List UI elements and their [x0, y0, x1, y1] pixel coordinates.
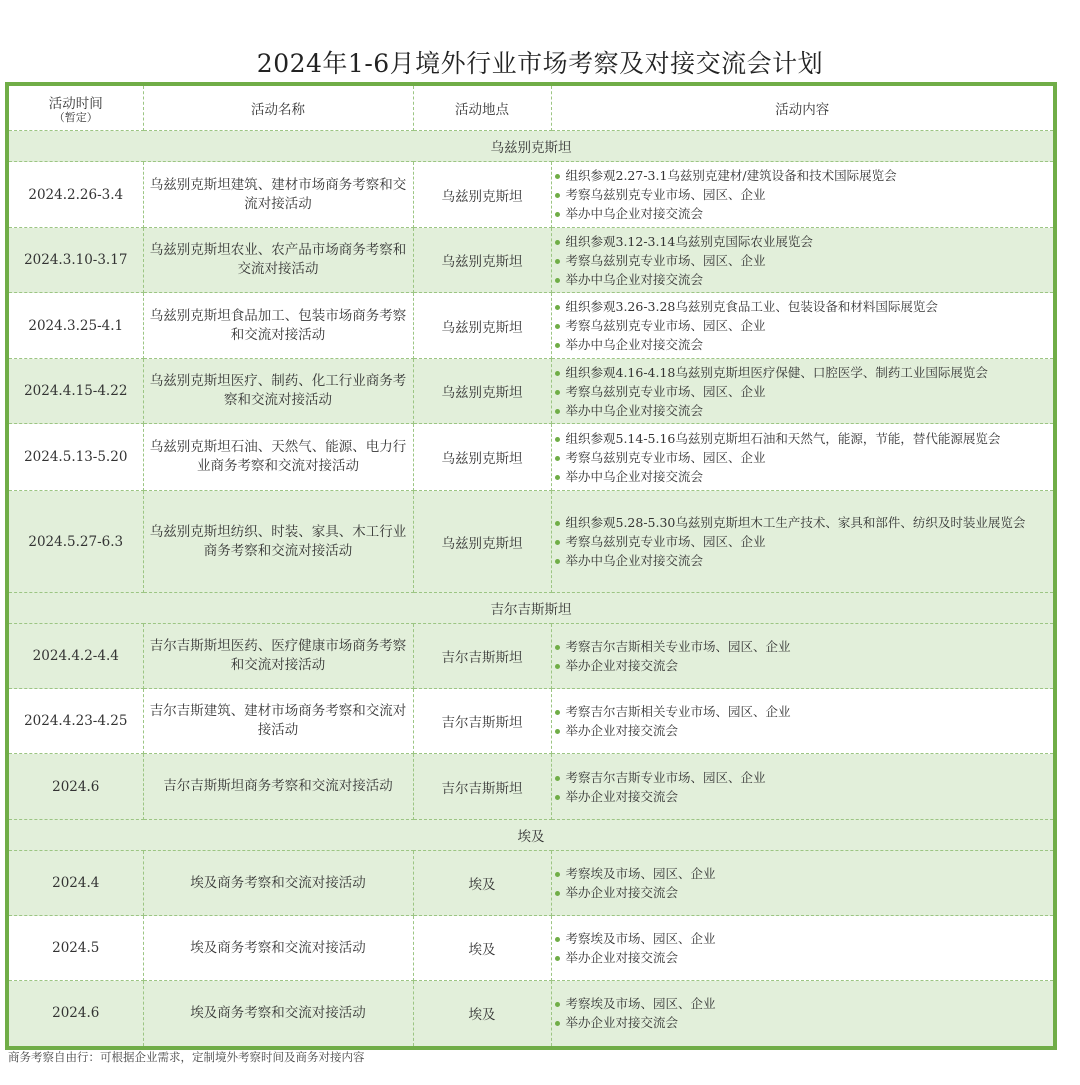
- bullet-icon: [555, 710, 560, 715]
- content-item: [552, 883, 1054, 902]
- bullet-icon: [555, 324, 560, 329]
- content-item: [552, 721, 1054, 740]
- content-text: 举办企业对接交流会: [565, 885, 679, 900]
- content-text: 考察乌兹别克专业市场、园区、企业: [565, 534, 766, 549]
- activity-name: 乌兹别克斯坦石油、天然气、能源、电力行业商务考察和交流对接活动: [143, 424, 413, 491]
- content-item: [552, 166, 1054, 185]
- content-text: 组织参观5.28-5.30乌兹别克斯坦木工生产技术、家具和部件、纺织及时装业展览会: [565, 515, 1026, 530]
- content-item: [552, 702, 1054, 721]
- activity-name: 埃及商务考察和交流对接活动: [143, 851, 413, 916]
- bullet-icon: [555, 278, 560, 283]
- bullet-icon: [555, 456, 560, 461]
- content-text: 举办中乌企业对接交流会: [565, 468, 704, 484]
- bullet-icon: [555, 259, 560, 264]
- table-row: [7, 981, 1055, 1048]
- section-row: [7, 820, 1055, 851]
- activity-content: [551, 916, 1055, 981]
- content-item: [552, 768, 1054, 787]
- bullet-icon: [555, 891, 560, 896]
- activity-name: 埃及商务考察和交流对接活动: [143, 981, 413, 1048]
- activity-place: 乌兹别克斯坦: [413, 228, 551, 293]
- activity-place: 乌兹别克斯坦: [413, 293, 551, 359]
- table-row: [7, 851, 1055, 916]
- table-row: [7, 754, 1055, 820]
- bullet-icon: [555, 521, 560, 526]
- bullet-icon: [555, 437, 560, 442]
- activity-content: [551, 293, 1055, 359]
- bullet-icon: [555, 872, 560, 877]
- activity-time: 2024.3.25-4.1: [7, 293, 143, 359]
- content-item: [552, 335, 1054, 354]
- content-item: [552, 363, 1054, 382]
- content-text: 举办企业对接交流会: [565, 788, 679, 804]
- activity-name: 乌兹别克斯坦食品加工、包装市场商务考察和交流对接活动: [143, 293, 413, 359]
- activity-name: 乌兹别克斯坦纺织、时装、家具、木工行业商务考察和交流对接活动: [143, 491, 413, 593]
- footnote: 商务考察自由行：可根据企业需求，定制境外考察时间及商务对接内容: [8, 1050, 365, 1064]
- activity-name: 吉尔吉斯斯坦商务考察和交流对接活动: [143, 754, 413, 820]
- content-text: 举办企业对接交流会: [565, 1015, 679, 1031]
- bullet-icon: [555, 645, 560, 650]
- bullet-icon: [555, 1002, 560, 1007]
- content-text: 考察乌兹别克专业市场、园区、企业: [565, 318, 766, 333]
- content-text: 举办企业对接交流会: [565, 950, 679, 965]
- content-item: [552, 864, 1054, 883]
- table-row: [7, 491, 1055, 593]
- activity-name: 吉尔吉斯建筑、建材市场商务考察和交流对接活动: [143, 689, 413, 754]
- content-text: 考察乌兹别克专业市场、园区、企业: [565, 252, 766, 268]
- activity-place: 吉尔吉斯斯坦: [413, 754, 551, 820]
- table-row: [7, 293, 1055, 359]
- content-item: [552, 656, 1054, 675]
- header-name: 活动名称: [143, 84, 413, 131]
- table-row: [7, 689, 1055, 754]
- bullet-icon: [555, 240, 560, 245]
- bullet-icon: [555, 729, 560, 734]
- bullet-icon: [555, 540, 560, 545]
- activity-place: 埃及: [413, 981, 551, 1048]
- activity-time: 2024.4.15-4.22: [7, 359, 143, 424]
- activity-name: 乌兹别克斯坦医疗、制药、化工行业商务考察和交流对接活动: [143, 359, 413, 424]
- activity-name: 乌兹别克斯坦建筑、建材市场商务考察和交流对接活动: [143, 162, 413, 228]
- content-item: [552, 297, 1054, 316]
- content-item: [552, 232, 1054, 251]
- bullet-icon: [555, 193, 560, 198]
- header-time: [7, 84, 143, 131]
- section-title: 埃及: [7, 820, 1055, 851]
- content-item: [552, 1013, 1054, 1032]
- activity-place: 埃及: [413, 851, 551, 916]
- bullet-icon: [555, 343, 560, 348]
- content-item: [552, 448, 1054, 467]
- content-item: [552, 637, 1054, 656]
- content-item: [552, 532, 1054, 551]
- section-row: [7, 131, 1055, 162]
- bullet-icon: [555, 475, 560, 480]
- content-text: 组织参观3.12-3.14乌兹别克国际农业展览会: [565, 233, 813, 249]
- activity-content: [551, 359, 1055, 424]
- table-row: [7, 424, 1055, 491]
- activity-place: 乌兹别克斯坦: [413, 359, 551, 424]
- activity-place: 吉尔吉斯斯坦: [413, 624, 551, 689]
- activity-place: 埃及: [413, 916, 551, 981]
- bullet-icon: [555, 559, 560, 564]
- content-text: 组织参观4.16-4.18乌兹别克斯坦医疗保健、口腔医学、制药工业国际展览会: [565, 364, 988, 380]
- header-content: 活动内容: [551, 84, 1055, 131]
- bullet-icon: [555, 795, 560, 800]
- content-text: 考察埃及市场、园区、企业: [565, 931, 716, 946]
- bullet-icon: [555, 174, 560, 179]
- content-text: 组织参观5.14-5.16乌兹别克斯坦石油和天然气，能源，节能，替代能源展览会: [565, 430, 1001, 446]
- content-item: [552, 994, 1054, 1013]
- activity-name: 吉尔吉斯斯坦医药、医疗健康市场商务考察和交流对接活动: [143, 624, 413, 689]
- activity-name: 乌兹别克斯坦农业、农产品市场商务考察和交流对接活动: [143, 228, 413, 293]
- content-text: 考察乌兹别克专业市场、园区、企业: [565, 187, 766, 202]
- content-text: 考察乌兹别克专业市场、园区、企业: [565, 383, 766, 399]
- activity-time: 2024.3.10-3.17: [7, 228, 143, 293]
- schedule-table: [5, 82, 1057, 1050]
- section-title: 吉尔吉斯斯坦: [7, 593, 1055, 624]
- bullet-icon: [555, 937, 560, 942]
- activity-time: 2024.4.2-4.4: [7, 624, 143, 689]
- bullet-icon: [555, 390, 560, 395]
- table-header: [7, 84, 1055, 131]
- content-text: 考察乌兹别克专业市场、园区、企业: [565, 449, 766, 465]
- bullet-icon: [555, 664, 560, 669]
- table-row: [7, 359, 1055, 424]
- content-text: 考察埃及市场、园区、企业: [565, 866, 716, 881]
- activity-time: 2024.2.26-3.4: [7, 162, 143, 228]
- content-item: [552, 467, 1054, 486]
- content-item: [552, 270, 1054, 289]
- content-item: [552, 204, 1054, 223]
- activity-time: 2024.5: [7, 916, 143, 981]
- header-time-note: （暂定）: [53, 111, 98, 124]
- page-title: 2024年1-6月境外行业市场考察及对接交流会计划: [256, 49, 824, 78]
- bullet-icon: [555, 1021, 560, 1026]
- section-row: [7, 593, 1055, 624]
- content-item: [552, 401, 1054, 420]
- table-row: [7, 916, 1055, 981]
- bullet-icon: [555, 212, 560, 217]
- activity-content: [551, 754, 1055, 820]
- bullet-icon: [555, 371, 560, 376]
- table-row: [7, 624, 1055, 689]
- bullet-icon: [555, 776, 560, 781]
- content-text: 考察吉尔吉斯相关专业市场、园区、企业: [565, 639, 791, 654]
- table-row: [7, 162, 1055, 228]
- activity-time: 2024.4.23-4.25: [7, 689, 143, 754]
- content-item: [552, 316, 1054, 335]
- content-item: [552, 948, 1054, 967]
- bullet-icon: [555, 409, 560, 414]
- activity-time: 2024.6: [7, 981, 143, 1048]
- activity-content: [551, 624, 1055, 689]
- content-text: 举办中乌企业对接交流会: [565, 402, 704, 418]
- content-text: 举办中乌企业对接交流会: [565, 271, 704, 287]
- activity-content: [551, 424, 1055, 491]
- section-title: 乌兹别克斯坦: [7, 131, 1055, 162]
- activity-content: [551, 162, 1055, 228]
- activity-place: 乌兹别克斯坦: [413, 162, 551, 228]
- content-item: [552, 185, 1054, 204]
- header-place: 活动地点: [413, 84, 551, 131]
- activity-place: 吉尔吉斯斯坦: [413, 689, 551, 754]
- activity-time: 2024.4: [7, 851, 143, 916]
- activity-content: [551, 491, 1055, 593]
- activity-content: [551, 228, 1055, 293]
- activity-place: 乌兹别克斯坦: [413, 424, 551, 491]
- content-text: 考察吉尔吉斯相关专业市场、园区、企业: [565, 704, 791, 719]
- bullet-icon: [555, 305, 560, 310]
- activity-name: 埃及商务考察和交流对接活动: [143, 916, 413, 981]
- content-text: 考察埃及市场、园区、企业: [565, 996, 716, 1012]
- content-text: 举办中乌企业对接交流会: [565, 553, 704, 568]
- table-row: [7, 228, 1055, 293]
- content-text: 组织参观3.26-3.28乌兹别克食品工业、包装设备和材料国际展览会: [565, 299, 938, 314]
- content-text: 举办中乌企业对接交流会: [565, 206, 704, 221]
- activity-time: 2024.5.27-6.3: [7, 491, 143, 593]
- activity-content: [551, 981, 1055, 1048]
- content-text: 举办企业对接交流会: [565, 723, 679, 738]
- content-item: [552, 429, 1054, 448]
- activity-place: 乌兹别克斯坦: [413, 491, 551, 593]
- activity-content: [551, 851, 1055, 916]
- content-text: 考察吉尔吉斯专业市场、园区、企业: [565, 769, 766, 785]
- content-text: 举办企业对接交流会: [565, 658, 679, 673]
- content-item: [552, 513, 1054, 532]
- activity-content: [551, 689, 1055, 754]
- content-item: [552, 382, 1054, 401]
- content-item: [552, 929, 1054, 948]
- activity-time: 2024.5.13-5.20: [7, 424, 143, 491]
- activity-time: 2024.6: [7, 754, 143, 820]
- content-text: 组织参观2.27-3.1乌兹别克建材/建筑设备和技术国际展览会: [565, 168, 897, 183]
- content-item: [552, 251, 1054, 270]
- content-text: 举办中乌企业对接交流会: [565, 337, 704, 352]
- header-time-label: 活动时间: [48, 96, 103, 112]
- content-item: [552, 551, 1054, 570]
- content-item: [552, 787, 1054, 806]
- bullet-icon: [555, 956, 560, 961]
